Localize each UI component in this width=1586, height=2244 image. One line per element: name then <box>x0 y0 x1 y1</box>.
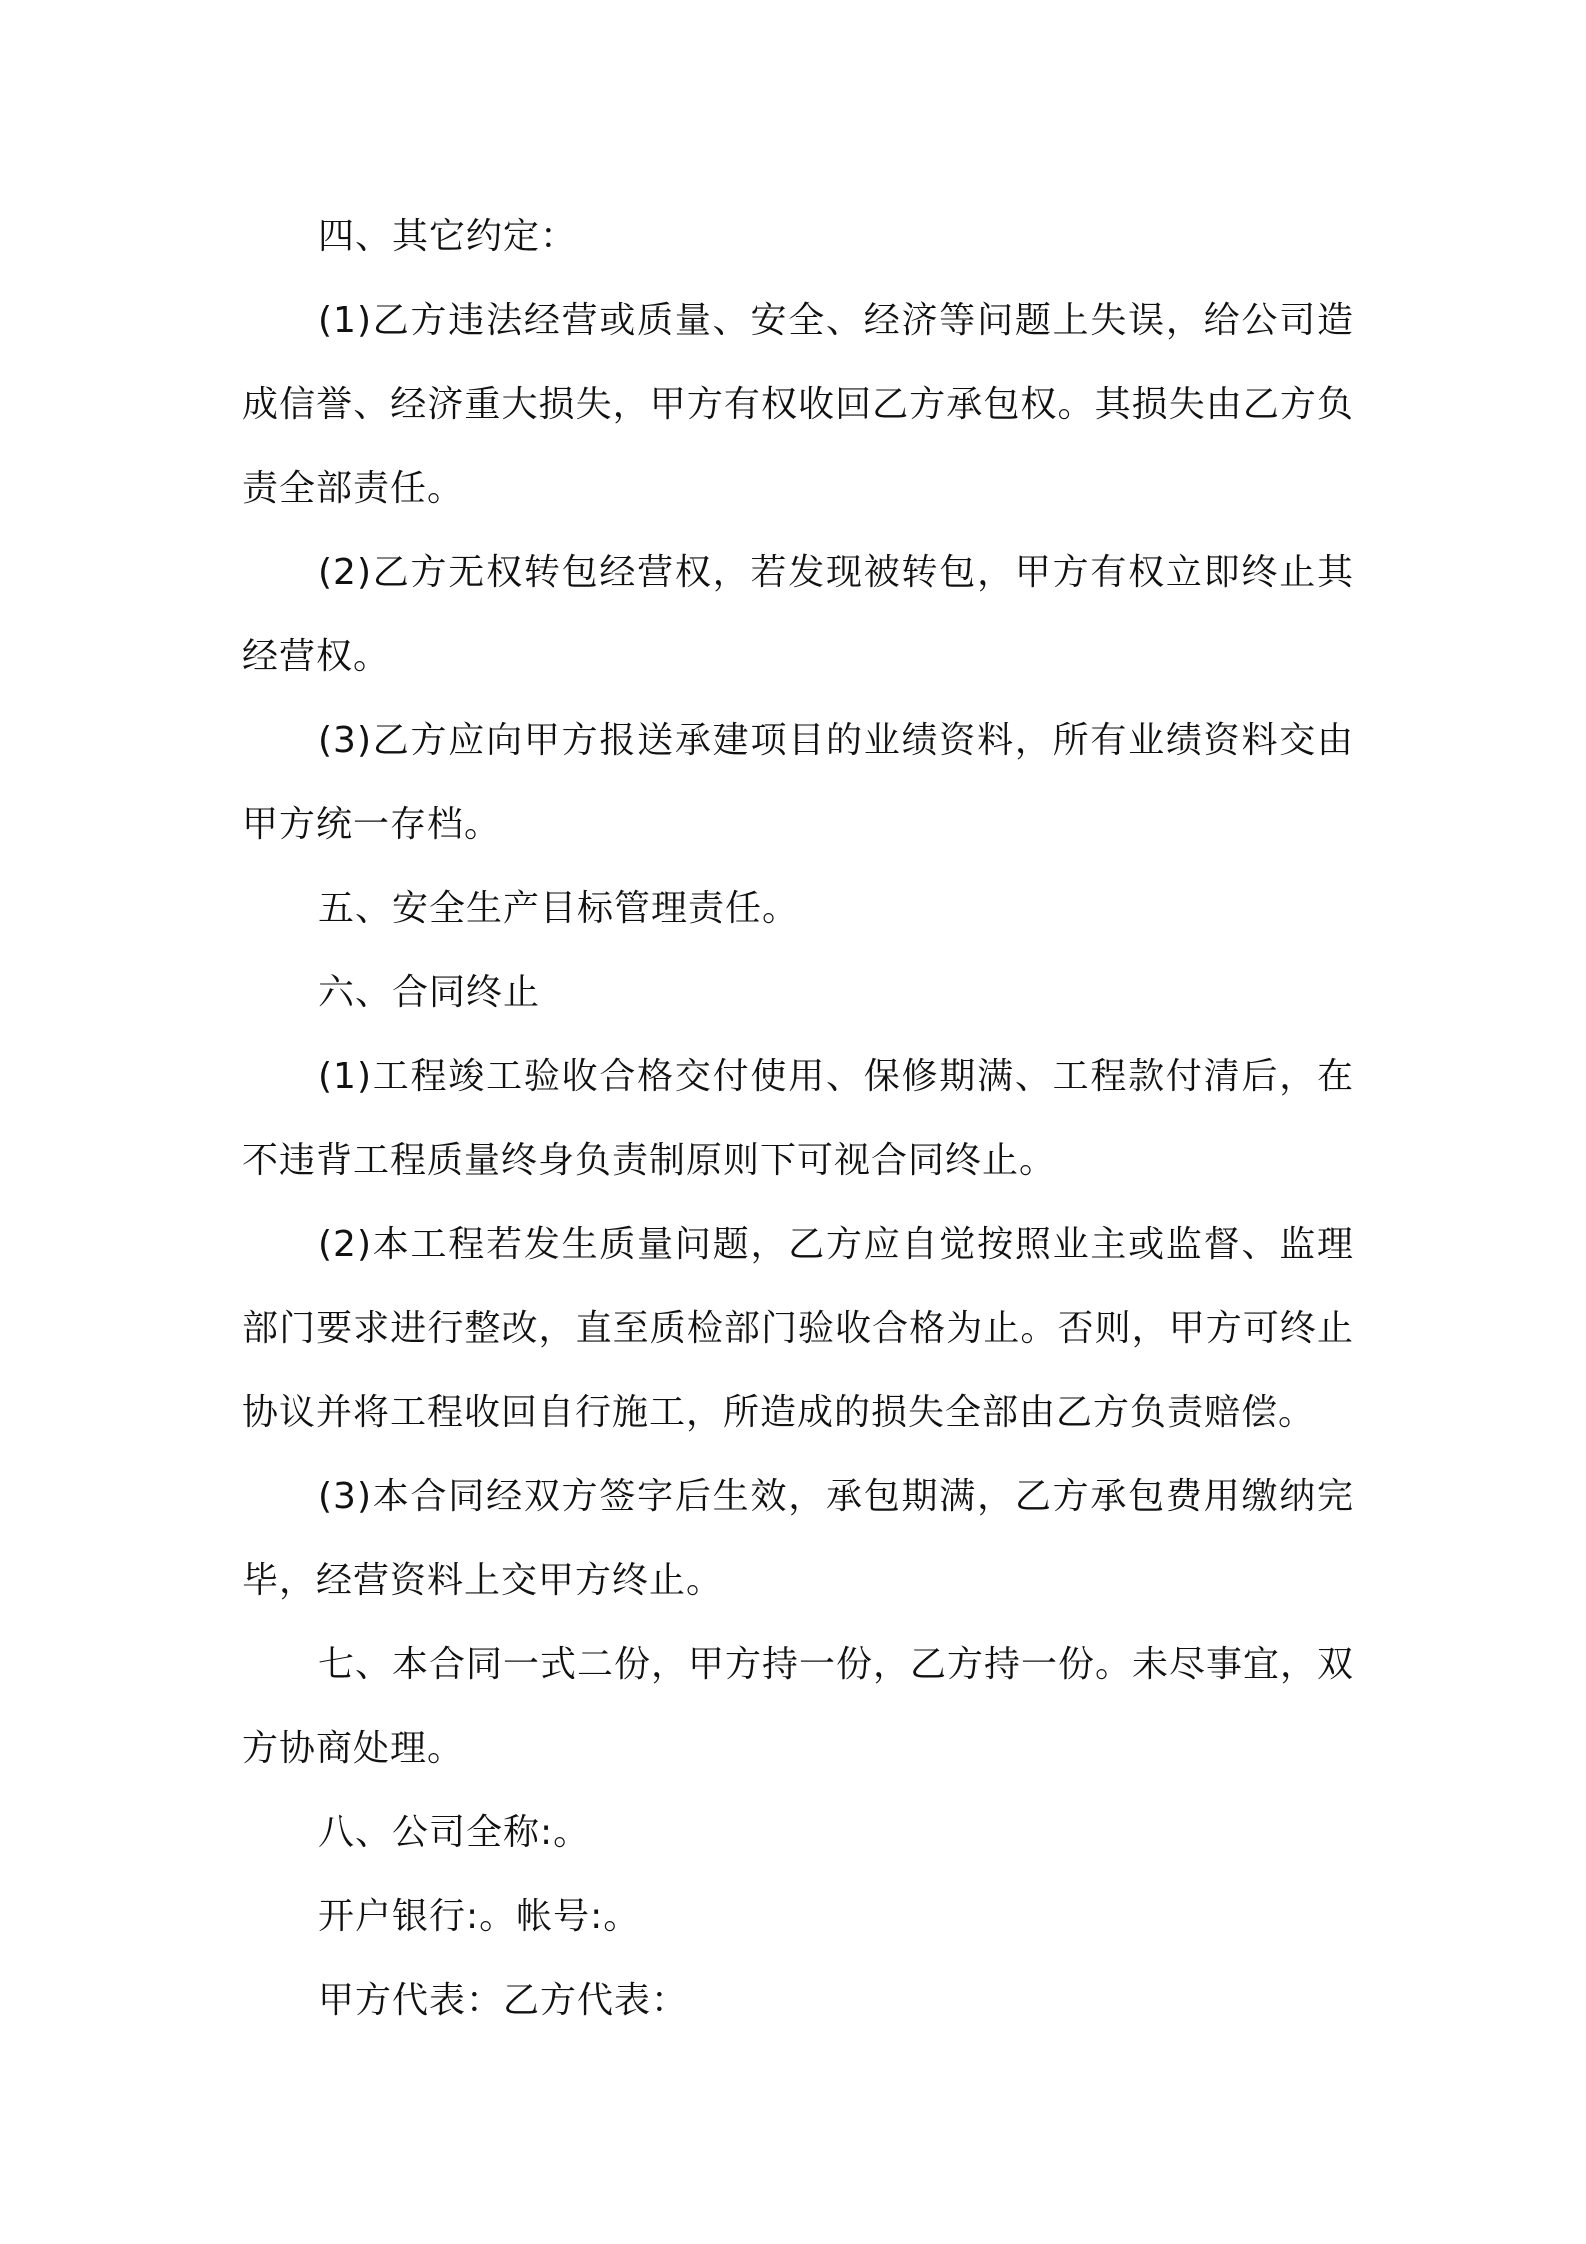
section-7: 七、本合同一式二份，甲方持一份，乙方持一份。未尽事宜，双方协商处理。 <box>242 1644 1355 1769</box>
section-6-heading: 六、合同终止 <box>318 972 541 1013</box>
clause-6-1: (1)工程竣工验收合格交付使用、保修期满、工程款付清后，在不违背工程质量终身负责制原则下可视合同终止。 <box>242 1056 1354 1181</box>
document-body <box>242 195 1354 2043</box>
clause-6-3: (3)本合同经双方签字后生效，承包期满，乙方承包费用缴纳完毕，经营资料上交甲方终止。 <box>242 1476 1354 1601</box>
clause-4-1: (1)乙方违法经营或质量、安全、经济等问题上失误，给公司造成信誉、经济重大损失，甲方有权收回乙方承包权。其损失由乙方负责全部责任。 <box>242 300 1354 509</box>
clause-4-2: (2)乙方无权转包经营权，若发现被转包，甲方有权立即终止其经营权。 <box>242 552 1354 677</box>
clause-6-2: (2)本工程若发生质量问题，乙方应自觉按照业主或监督、监理部门要求进行整改，直至质检部门验收合格为止。否则，甲方可终止协议并将工程收回自行施工，所造成的损失全部由乙方负责赔偿。 <box>242 1224 1354 1433</box>
signature-line: 甲方代表：乙方代表： <box>318 1980 689 2021</box>
section-8-company-name: 八、公司全称:。 <box>318 1812 591 1853</box>
section-5-heading: 五、安全生产目标管理责任。 <box>318 888 800 929</box>
bank-account-line: 开户银行:。帐号:。 <box>318 1896 641 1937</box>
clause-4-3: (3)乙方应向甲方报送承建项目的业绩资料，所有业绩资料交由甲方统一存档。 <box>242 720 1354 845</box>
section-4-heading: 四、其它约定： <box>318 216 578 257</box>
